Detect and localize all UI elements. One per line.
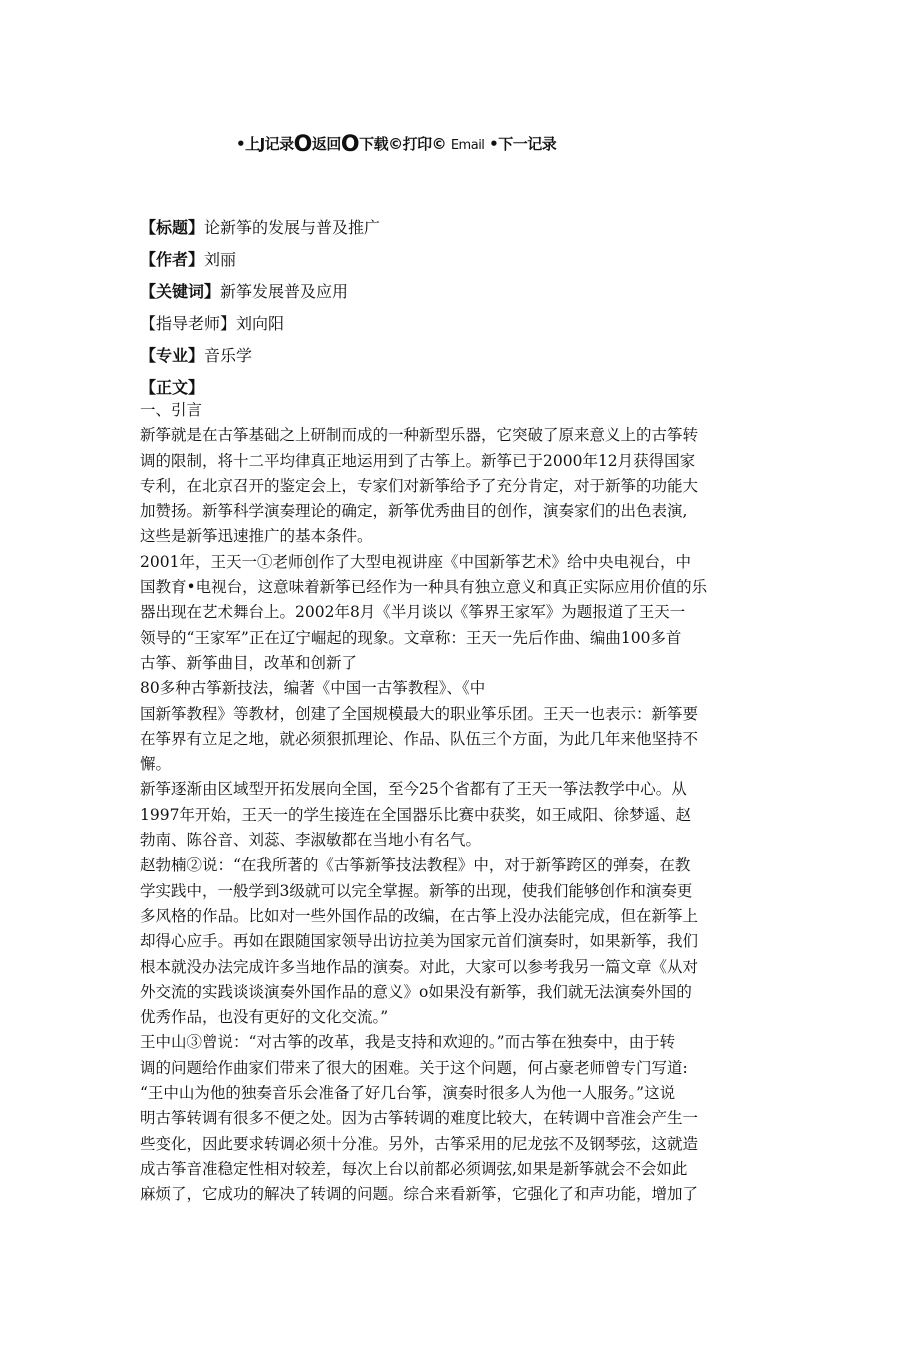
body-line: 国新筝教程》等教材，创建了全国规模最大的职业筝乐团。王天一也表示：新筝要: [140, 704, 699, 723]
body-line: 2001年，王天一①老师创作了大型电视讲座《中国新筝艺术》给中央电视台，中: [140, 552, 691, 571]
body-line: 调的限制，将十二平均律真正地运用到了古筝上。新筝已于2000年12月获得国家: [140, 451, 696, 470]
body-line: 勃南、陈谷音、刘蕊、李淑敏都在当地小有名气。: [140, 831, 482, 850]
record-toolbar: [236, 132, 556, 158]
meta-title: [140, 212, 780, 244]
body-line: 王中山③曾说：“对古筝的改革，我是支持和欢迎的。”而古筝在独奏中，由于转: [140, 1033, 676, 1052]
meta-key: 【正文】: [140, 378, 205, 397]
body-line: 明古筝转调有很多不便之处。因为古筝转调的难度比较大，在转调中音准会产生一: [140, 1109, 699, 1128]
meta-author: [140, 244, 780, 276]
body-line: 赵勃楠②说：“在我所著的《古筝新筝技法教程》中，对于新筝跨区的弹奏，在教: [140, 856, 691, 875]
body-line: 新筝就是在古筝基础之上研制而成的一种新型乐器，它突破了原来意义上的古筝转: [140, 426, 699, 445]
body-line: 在筝界有立足之地，就必须狠抓理论、作品、队伍三个方面，为此几年来他坚持不: [140, 729, 699, 748]
body-line: 领导的“王家军”正在辽宁崛起的现象。文章称：王天一先后作曲、编曲100多首: [140, 628, 682, 647]
body-line: 根本就没办法完成许多当地作品的演奏。对此，大家可以参考我另一篇文章《从对: [140, 957, 699, 976]
body-line: 麻烦了，它成功的解决了转调的问题。综合来看新筝，它强化了和声功能，增加了: [140, 1185, 699, 1204]
paper-metadata: [140, 212, 780, 404]
meta-value: 刘丽: [204, 250, 237, 269]
body-text: [140, 398, 770, 1208]
body-line: 加赞扬。新筝科学演奏理论的确定，新筝优秀曲目的创作，演奏家们的出色表演,: [140, 502, 688, 521]
body-line: 古筝、新筝曲目，改革和创新了: [140, 653, 358, 672]
meta-advisor: [140, 308, 780, 340]
body-line: 却得心应手。再如在跟随国家领导出访拉美为国家元首们演奏时，如果新筝，我们: [140, 932, 699, 951]
body-line: 多风格的作品。比如对一些外国作品的改编，在古筝上没办法能完成，但在新筝上: [140, 906, 699, 925]
body-line: 外交流的实践谈谈演奏外国作品的意义》o如果没有新筝，我们就无法演奏外国的: [140, 982, 692, 1001]
body-line: 1997年开始，王天一的学生接连在全国器乐比赛中获奖，如王咸阳、徐梦遥、赵: [140, 805, 691, 824]
circle-icon: O: [293, 132, 312, 157]
circle-icon: O: [340, 132, 360, 157]
meta-value: 论新筝的发展与普及推广: [204, 218, 381, 237]
meta-value: 刘向阳: [236, 314, 285, 333]
meta-keywords: [140, 276, 780, 308]
body-line: 优秀作品，也没有更好的文化交流。”: [140, 1008, 389, 1027]
body-line: 专利，在北京召开的鉴定会上，专家们对新筝给予了充分肯定，对于新筝的功能大: [140, 476, 699, 495]
body-line: 国教育•电视台，这意味着新筝已经作为一种具有独立意义和真正实际应用价值的乐: [140, 578, 708, 597]
meta-key: 【指导老师】: [140, 314, 237, 333]
meta-value: 音乐学: [204, 346, 253, 365]
meta-key: 【关键词】: [140, 282, 221, 301]
meta-key: 【标题】: [140, 218, 205, 237]
back-link[interactable]: 返回: [311, 135, 341, 153]
download-print-link[interactable]: 下载©打印©: [359, 135, 447, 153]
body-line: 这些是新筝迅速推广的基本条件。: [140, 527, 373, 546]
body-line: 成古筝音准稳定性相对较差，每次上台以前都必须调弦,如果是新筝就会不会如此: [140, 1159, 688, 1178]
body-line: 调的问题给作曲家们带来了很大的困难。关于这个问题，何占豪老师曾专门写道:: [140, 1058, 688, 1077]
body-line: 器出现在艺术舞台上。2002年8月《半月谈以《筝界王家军》为题报道了王天一: [140, 603, 686, 622]
body-line: 新筝逐渐由区域型开拓发展向全国，至今25个省都有了王天一筝法教学中心。从: [140, 780, 687, 799]
meta-key: 【作者】: [140, 250, 205, 269]
section-heading: 一、引言: [140, 401, 203, 419]
body-line: 些变化，因此要求转调必须十分准。另外，古筝采用的尼龙弦不及钢琴弦，这就造: [140, 1134, 699, 1153]
body-line: 80多种古筝新技法，编著《中国一古筝教程》、《中: [140, 679, 486, 698]
body-line: “王中山为他的独奏音乐会准备了好几台筝，演奏时很多人为他一人服务。”这说: [140, 1084, 676, 1103]
meta-key: 【专业】: [140, 346, 205, 365]
next-record-link[interactable]: •下一记录: [489, 135, 557, 153]
body-line: 懈。: [140, 755, 172, 774]
meta-value: 新筝发展普及应用: [220, 282, 349, 301]
email-link[interactable]: Email: [450, 138, 485, 153]
body-line: 学实践中，一般学到3级就可以完全掌握。新筝的出现，使我们能够创作和演奏更: [140, 881, 693, 900]
meta-major: [140, 340, 780, 372]
prev-record-link[interactable]: •上J记录: [236, 135, 294, 153]
